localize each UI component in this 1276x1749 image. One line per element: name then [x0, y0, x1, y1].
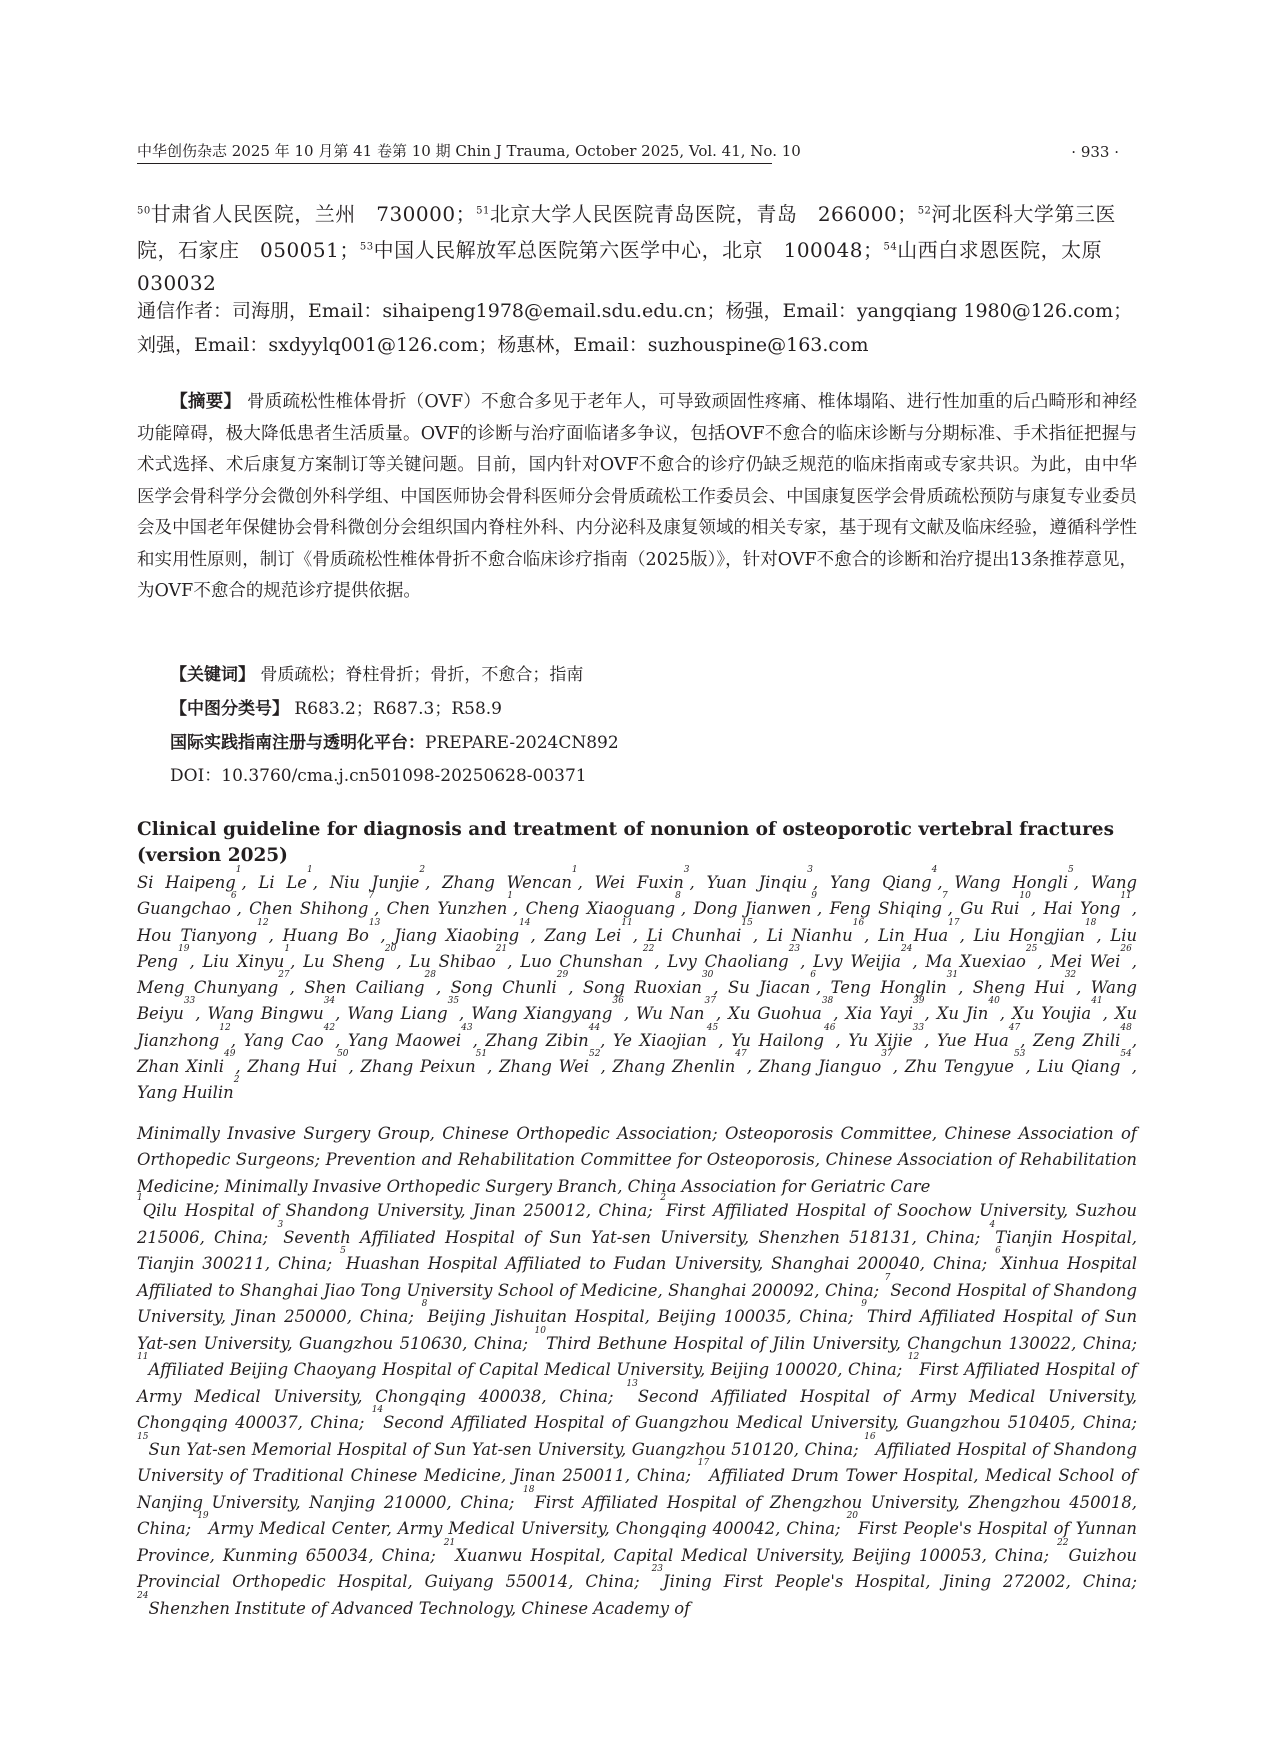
author-affiliation-number: 11 [621, 917, 633, 928]
author-affiliation-number: 23 [788, 943, 801, 954]
author-affiliation-number: 47 [1008, 1022, 1021, 1033]
author-affiliation-number: 45 [706, 1022, 719, 1033]
author-affiliation-number: 46 [823, 1022, 836, 1033]
author-affiliation-number: 29 [556, 970, 569, 981]
author-name: Meng Chunyang$^{27}$ [137, 970, 290, 998]
affiliation-text: Sun Yat-sen Memorial Hospital of Sun Yat-sen University, Guangzhou 510120, China; [148, 1439, 865, 1459]
author-name: Li Chunhai$^{15}$ [646, 917, 753, 945]
author-name: Zhang Hui$^{50}$ [247, 1049, 349, 1077]
author-name: Wang Hongli$^5$ [954, 865, 1074, 892]
author-name: Gu Rui$^{10}$ [960, 891, 1031, 919]
affiliation-number: 12 [907, 1352, 920, 1362]
author-name: Jiang Xiaobing$^{14}$ [394, 917, 531, 945]
affiliation-text: Xuanwu Hospital, Capital Medical University, Beijing 100053, China; [455, 1545, 1058, 1565]
clc-text: R683.2；R687.3；R58.9 [294, 699, 502, 719]
affiliation-text: Affiliated Hospital of Shandong University of Traditional Chinese Medicine, Jinan 250011, China; [137, 1439, 1137, 1485]
author-name: Lvy Chaoliang$^{23}$ [667, 943, 801, 971]
author-name: Si Haipeng$^1$ [137, 865, 242, 892]
author-name: Chen Yunzhen$^1$ [386, 891, 514, 919]
keywords-label: 【关键词】 [170, 665, 255, 685]
author-name: Zhan Xinli$^{49}$ [137, 1049, 236, 1077]
author-name: Liu Peng$^{19}$ [137, 925, 1138, 971]
doi: DOI：10.3760/cma.j.cn501098-20250628-00371 [170, 766, 587, 786]
affiliation-text: Affiliated Drum Tower Hospital, Medical School of Nanjing University, Nanjing 210000, China; [137, 1466, 1137, 1512]
author-name: Luo Chunshan$^{22}$ [520, 943, 655, 971]
author-name: Zhang Zibin$^{44}$ [485, 1022, 601, 1050]
affiliation-text: Huashan Hospital Affiliated to Fudan University, Shanghai 200040, China; [345, 1254, 996, 1273]
author-name: Ma Xuexiao$^{25}$ [925, 943, 1038, 971]
keywords-text: 骨质疏松；脊柱骨折；骨折，不愈合；指南 [260, 665, 584, 685]
author-affiliation-number: 50 [337, 1049, 349, 1060]
cn-affiliation-item [476, 202, 918, 226]
en-affiliation-item [443, 1537, 1058, 1565]
affiliation-text: Shenzhen Institute of Advanced Technology, Chinese Academy of [148, 1598, 691, 1618]
author-name: Yang Huilin$^2$ [137, 1075, 240, 1103]
author-name: Song Chunli$^{29}$ [450, 970, 569, 998]
author-affiliation-number: 8 [675, 891, 681, 902]
en-affiliation-item [421, 1299, 862, 1326]
affiliation-text: 河北医科大学第三医院，石家庄 050051； [137, 201, 1116, 263]
author-affiliation-number: 54 [1120, 1049, 1132, 1060]
en-affiliation-item [340, 1246, 996, 1273]
affiliation-text: Seventh Affiliated Hospital of Sun Yat-sen University, Shenzhen 518131, China; [283, 1227, 990, 1247]
author-affiliation-number: 42 [323, 1022, 336, 1033]
author-name: Zang Lei$^{11}$ [544, 917, 633, 945]
author-affiliation-number: 12 [219, 1022, 231, 1033]
author-affiliation-number: 1 [307, 865, 313, 875]
en-affiliation-item [534, 1325, 1137, 1353]
author-affiliation-number: 25 [1025, 943, 1038, 954]
affiliation-number: 11 [137, 1352, 149, 1362]
author-name: Zhang Jianguo$^{37}$ [758, 1049, 893, 1077]
author-name: Liu Xinyu$^1$ [202, 943, 291, 971]
author-affiliation-number: 24 [900, 943, 913, 954]
author-name: Hou Tianyong$^{12}$ [137, 917, 269, 945]
author-name: Feng Shiqing$^7$ [829, 891, 948, 919]
author-name: Huang Bo$^{13}$ [282, 917, 381, 945]
author-name: Xu Guohua$^{38}$ [728, 996, 834, 1024]
author-affiliation-number: 14 [519, 917, 531, 928]
clc-label: 【中图分类号】 [170, 699, 289, 719]
author-name: Liu Qiang$^{54}$ [1037, 1049, 1132, 1077]
affiliation-text: Jining First People's Hospital, Jining 272002, China; [663, 1572, 1137, 1591]
affiliation-text: First Affiliated Hospital of Army Medical University, Chongqing 400038, China; [137, 1360, 1137, 1406]
affiliation-number: 2 [660, 1193, 666, 1203]
affiliation-text: Second Hospital of Shandong University, Jinan 250000, China; [137, 1280, 1137, 1326]
author-affiliation-number: 37 [881, 1049, 893, 1060]
en-affiliation-item [137, 1352, 908, 1379]
author-affiliation-number: 16 [852, 917, 865, 928]
registry [137, 730, 619, 756]
author-affiliation-number: 48 [1120, 1022, 1132, 1033]
author-name: Yu Hailong$^{46}$ [731, 1022, 836, 1050]
affiliation-text: 山西白求恩医院，太原 030032 [137, 238, 1123, 296]
en-affiliation-item [277, 1219, 990, 1247]
author-affiliation-number: 53 [1013, 1049, 1026, 1060]
author-name: Su Jiacan$^6$ [728, 970, 816, 998]
author-name: Xia Yayi$^{39}$ [845, 996, 925, 1024]
author-name: Song Ruoxian$^{30}$ [582, 970, 714, 998]
affiliation-number: 15 [137, 1431, 149, 1442]
affiliation-number: 10 [534, 1325, 546, 1336]
author-name: Zhang Zhenlin$^{47}$ [612, 1049, 747, 1077]
author-name: Lvy Weijia$^{24}$ [813, 943, 913, 971]
author-affiliation-number: 7 [368, 891, 375, 902]
affiliation-number: 7 [884, 1272, 891, 1283]
header-rule [137, 163, 772, 164]
en-affiliation-item [137, 1590, 691, 1618]
author-name: Dong Jianwen$^9$ [693, 891, 818, 919]
running-head [137, 140, 1139, 161]
author-name: Wang Bingwu$^{34}$ [207, 996, 336, 1024]
author-affiliation-number: 4 [931, 865, 938, 875]
journal-info: 中华创伤杂志 2025 年 10 月第 41 卷第 10 期 Chin J Trauma, October 2025, Vol. 41, No. 10 [137, 142, 801, 160]
affiliation-text: First Affiliated Hospital of Soochow University, Suzhou 215006, China; [137, 1201, 1137, 1247]
affiliation-text: 中国人民解放军总医院第六医学中心，北京 100048； [373, 238, 884, 263]
author-affiliation-number: 18 [1084, 917, 1097, 928]
author-affiliation-number: 31 [946, 970, 959, 981]
author-name: Wang Xiangyang$^{36}$ [471, 996, 624, 1024]
author-name: Wang Beiyu$^{33}$ [137, 978, 1137, 1024]
author-affiliation-number: 3 [683, 865, 690, 875]
author-name: Mei Wei$^{26}$ [1050, 943, 1132, 971]
author-name: Cheng Xiaoguang$^8$ [525, 891, 681, 919]
affiliation-number: 14 [371, 1405, 384, 1415]
author-name: Xu Jin$^{40}$ [936, 996, 1000, 1024]
affiliation-text: First People's Hospital of Yunnan Province, Kunming 650034, China; [137, 1519, 1137, 1565]
affiliation-number: 6 [995, 1246, 1001, 1256]
author-affiliation-number: 3 [807, 865, 813, 875]
affiliation-text: Army Medical Center, Army Medical University, Chongqing 400042, China; [208, 1519, 847, 1538]
author-name: Yang Cao$^{42}$ [243, 1022, 336, 1050]
author-affiliation-number: 10 [1019, 891, 1031, 902]
author-affiliation-number: 40 [988, 996, 1000, 1007]
en-affiliation-item [137, 1193, 661, 1220]
author-name: Li Nianhu$^{16}$ [766, 917, 865, 945]
affiliation-number: 51 [476, 205, 490, 216]
chinese-affiliations [137, 194, 1137, 300]
author-name: Niu Junjie$^2$ [329, 865, 426, 892]
affiliation-number: 50 [137, 205, 151, 216]
author-affiliation-number: 37 [704, 996, 716, 1007]
author-name: Zhang Peixun$^{51}$ [360, 1049, 488, 1077]
author-affiliation-number: 39 [913, 996, 925, 1007]
author-affiliation-number: 6 [230, 891, 237, 902]
author-affiliation-number: 21 [495, 943, 508, 954]
affiliation-text: 北京大学人民医院青岛医院，青岛 266000； [489, 201, 918, 226]
cn-affiliation-item [360, 238, 884, 262]
author-affiliation-number: 1 [284, 943, 291, 954]
author-name: Zhu Tengyue$^{53}$ [904, 1049, 1026, 1077]
affiliation-number: 16 [864, 1431, 876, 1442]
affiliation-text: 甘肃省人民医院，兰州 730000； [150, 201, 477, 226]
en-affiliation-item [197, 1511, 847, 1538]
keywords [137, 662, 583, 688]
affiliation-number: 8 [421, 1299, 428, 1309]
author-name: Ye Xiaojian$^{45}$ [612, 1022, 719, 1050]
clc-number [137, 696, 502, 722]
affiliation-number: 3 [277, 1219, 284, 1230]
affiliation-number: 5 [340, 1246, 346, 1256]
author-affiliation-number: 13 [368, 917, 381, 928]
author-name: Shen Cailiang$^{28}$ [304, 970, 436, 998]
author-name: Wang Liang$^{35}$ [347, 996, 460, 1024]
journal-page [137, 0, 1139, 1749]
author-name: Teng Honglin$^{31}$ [830, 970, 959, 998]
author-affiliation-number: 28 [424, 970, 436, 981]
author-name: Hai Yong$^{11}$ [1043, 891, 1132, 919]
en-affiliation-item [137, 1431, 865, 1459]
registry-label: 国际实践指南注册与透明化平台： [170, 733, 425, 753]
author-affiliation-number: 1 [507, 891, 514, 902]
english-title: Clinical guideline for diagnosis and treatment of nonunion of osteoporotic vertebral fractures (version 2025) [137, 819, 1114, 866]
author-affiliation-number: 52 [589, 1049, 601, 1060]
en-affiliation-item [371, 1405, 1137, 1432]
author-affiliation-number: 17 [948, 917, 960, 928]
author-affiliation-number: 5 [1068, 865, 1074, 875]
author-affiliation-number: 41 [1091, 996, 1103, 1007]
affiliation-text: Beijing Jishuitan Hospital, Beijing 100035, China; [427, 1307, 862, 1326]
author-name: Zhang Wencan$^1$ [442, 865, 578, 892]
english-authors: Si Haipeng$^1$, Li Le$^1$, Niu Junjie$^2$, Zhang Wencan$^1$, Wei Fuxin$^3$, Yuan Jinqiu$^3$, Yang Qiang$^4$, Wang Hongli$^5$, Wang Guangchao$^6$, Chen Shihong$^7$, Chen Yunzhen$^1$, Cheng Xiaoguang$^8$, Dong Jianwen$^9$, Feng Shiqing$^7$, Gu Rui$^{10}$, Hai Yong$^{11}$, Hou Tianyong$^{12}$, Huang Bo$^{13}$, Jiang Xiaobing$^{14}$, Zang Lei$^{11}$, Li Chunhai$^{15}$, Li Nianhu$^{16}$, Lin Hua$^{17}$, Liu Hongjian$^{18}$, Liu Peng$^{19}$, Liu Xinyu$^1$, Lu Sheng$^{20}$, Lu Shibao$^{21}$, Luo Chunshan$^{22}$, Lvy Chaoliang$^{23}$, Lvy Weijia$^{24}$, Ma Xuexiao$^{25}$, Mei Wei$^{26}$, Meng Chunyang$^{27}$, Shen Cailiang$^{28}$, Song Chunli$^{29}$, Song Ruoxian$^{30}$, Su Jiacan$^6$, Teng Honglin$^{31}$, Sheng Hui$^{32}$, Wang Beiyu$^{33}$, Wang Bingwu$^{34}$, Wang Liang$^{35}$, Wang Xiangyang$^{36}$, Wu Nan$^{37}$, Xu Guohua$^{38}$, Xia Yayi$^{39}$, Xu Jin$^{40}$, Xu Youjia$^{41}$, Xu Jianzhong$^{12}$, Yang Cao$^{42}$, Yang Maowei$^{43}$, Zhang Zibin$^{44}$, Ye Xiaojian$^{45}$, Yu Hailong$^{46}$, Yu Xijie$^{33}$, Yue Hua$^{47}$, Zeng Zhili$^{48}$, Zhan Xinli$^{49}$, Zhang Hui$^{50}$, Zhang Peixun$^{51}$, Zhang Wei$^{52}$, Zhang Zhenlin$^{47}$, Zhang Jianguo$^{37}$, Zhu Tengyue$^{53}$, Liu Qiang$^{54}$, Yang Huilin$^2$ [137, 865, 1138, 1103]
author-name: Yue Hua$^{47}$ [936, 1022, 1021, 1050]
affiliation-text: Tianjin Hospital, Tianjin 300211, China; [137, 1227, 1138, 1273]
author-affiliation-number: 49 [224, 1049, 236, 1060]
author-affiliation-number: 44 [588, 1022, 601, 1033]
author-name: Yang Maowei$^{43}$ [347, 1022, 473, 1050]
affiliation-text: Qilu Hospital of Shandong University, Jinan 250012, China; [142, 1201, 661, 1220]
affiliation-text: Third Affiliated Hospital of Sun Yat-sen University, Guangzhou 510630, China; [137, 1307, 1138, 1353]
cn-affiliation-item [137, 202, 476, 226]
author-name: Chen Shihong$^7$ [249, 891, 375, 919]
author-affiliation-number: 9 [811, 891, 818, 902]
affiliation-number: 20 [846, 1511, 859, 1521]
affiliation-number: 52 [917, 205, 932, 216]
author-affiliation-number: 47 [735, 1049, 747, 1060]
author-affiliation-number: 38 [821, 996, 834, 1007]
affiliation-number: 21 [443, 1537, 456, 1548]
affiliation-number: 13 [626, 1378, 638, 1389]
author-affiliation-number: 27 [278, 970, 290, 981]
affiliation-number: 1 [137, 1193, 143, 1203]
affiliation-number: 18 [523, 1484, 535, 1495]
author-affiliation-number: 19 [178, 943, 190, 954]
affiliation-number: 9 [861, 1299, 867, 1309]
author-affiliation-number: 2 [233, 1075, 240, 1086]
author-affiliation-number: 20 [384, 943, 397, 954]
author-affiliation-number: 35 [447, 996, 460, 1007]
author-affiliation-number: 33 [183, 996, 196, 1007]
author-name: Lu Shibao$^{21}$ [409, 943, 508, 971]
abstract-label: 【摘要】 [170, 392, 242, 412]
english-group: Minimally Invasive Surgery Group, Chinese Orthopedic Association; Osteoporosis Committee, Chinese Association of Orthopedic Surgeons; Prevention and Rehabilitation Committee for Osteoporosis, Chinese Association of Rehabilitation Medicine; Minimally Invasive Orthopedic Surgery Branch, China Association for Geriatric Care [137, 1124, 1137, 1196]
affiliation-number: 19 [197, 1511, 209, 1521]
page-number: · 933 · [1071, 143, 1119, 161]
author-name: Yang Qiang$^4$ [829, 865, 938, 892]
author-affiliation-number: 30 [701, 970, 714, 981]
author-name: Wang Guangchao$^6$ [137, 873, 1137, 919]
registry-id: PREPARE-2024CN892 [425, 733, 619, 753]
author-affiliation-number: 12 [257, 917, 269, 928]
author-affiliation-number: 36 [612, 996, 624, 1007]
english-affiliations [137, 1193, 1138, 1622]
en-affiliation-item [651, 1564, 1137, 1591]
affiliation-text: Xinhua Hospital Affiliated to Shanghai Jiao Tong University School of Medicine, Shanghai 200092, China; [137, 1254, 1138, 1300]
author-name: Wu Nan$^{37}$ [636, 996, 716, 1024]
affiliation-text: Second Affiliated Hospital of Guangzhou Medical University, Guangzhou 510405, China; [383, 1413, 1137, 1432]
corresponding-authors: 通信作者：司海朋，Email：sihaipeng1978@email.sdu.edu.cn；杨强，Email：yangqiang 1980@126.com；刘强，Email：sxdyylq001@126.com；杨惠林，Email：suzhouspine@163.com [137, 300, 1133, 356]
author-affiliation-number: 43 [461, 1022, 473, 1033]
author-name: Zeng Zhili$^{48}$ [1032, 1022, 1132, 1050]
author-affiliation-number: 1 [571, 865, 578, 875]
author-name: Xu Jianzhong$^{12}$ [137, 1004, 1138, 1050]
affiliation-text: Affiliated Beijing Chaoyang Hospital of Capital Medical University, Beijing 100020, China; [148, 1360, 908, 1379]
affiliation-number: 23 [651, 1564, 664, 1574]
author-name: Sheng Hui$^{32}$ [972, 970, 1077, 998]
author-name: Yuan Jinqiu$^3$ [706, 865, 813, 892]
affiliation-text: Guizhou Provincial Orthopedic Hospital, Guiyang 550014, China; [137, 1545, 1137, 1591]
abstract [137, 387, 1137, 608]
author-name: Yu Xijie$^{33}$ [848, 1022, 925, 1050]
author-affiliation-number: 22 [642, 943, 655, 954]
author-name: Lin Hua$^{17}$ [878, 917, 960, 945]
author-affiliation-number: 51 [475, 1049, 488, 1060]
affiliation-number: 54 [883, 241, 898, 253]
affiliation-number: 24 [137, 1590, 149, 1601]
author-affiliation-number: 11 [1120, 891, 1132, 902]
author-name: Li Le$^1$ [258, 865, 313, 892]
affiliation-text: First Affiliated Hospital of Zhengzhou University, Zhengzhou 450018, China; [137, 1492, 1138, 1538]
author-affiliation-number: 6 [810, 970, 816, 981]
author-affiliation-number: 15 [741, 917, 753, 928]
author-affiliation-number: 33 [912, 1022, 925, 1033]
affiliation-number: 22 [1057, 1537, 1069, 1548]
author-affiliation-number: 7 [941, 891, 948, 902]
author-affiliation-number: 1 [235, 865, 242, 875]
affiliation-number: 17 [697, 1458, 710, 1468]
author-name: Xu Youjia$^{41}$ [1012, 996, 1103, 1024]
author-affiliation-number: 34 [323, 996, 336, 1007]
affiliation-number: 53 [359, 241, 374, 253]
author-name: Wei Fuxin$^3$ [594, 865, 690, 892]
affiliation-text: Second Affiliated Hospital of Army Medical University, Chongqing 400037, China; [137, 1386, 1137, 1432]
author-affiliation-number: 26 [1120, 943, 1132, 954]
affiliation-text: Third Bethune Hospital of Jilin University, Changchun 130022, China; [545, 1333, 1137, 1353]
author-name: Liu Hongjian$^{18}$ [973, 917, 1097, 945]
abstract-text: 骨质疏松性椎体骨折（OVF）不愈合多见于老年人，可导致顽固性疼痛、椎体塌陷、进行性加重的后凸畸形和神经功能障碍，极大降低患者生活质量。OVF的诊断与治疗面临诸多争议，包括OVF不愈合的临床诊断与分期标准、手术指征把握与术式选择、术后康复方案制订等关键问题。目前，国内针对OVF不愈合的诊疗仍缺乏规范的临床指南或专家共识。为此，由中华医学会骨科学分会微创外科学组、中国医师协会骨科医师分会骨质疏松工作委员会、中国康复医学会骨质疏松预防与康复专业委员会及中国老年保健协会骨科微创分会组织国内脊柱外科、内分泌科及康复领域的相关专家，基于现有文献及临床经验，遵循科学性和实用性原则，制订《骨质疏松性椎体骨折不愈合临床诊疗指南（2025版）》，针对OVF不愈合的诊断和治疗提出13条推荐意见，为OVF不愈合的规范诊疗提供依据。 [137, 392, 1137, 601]
author-affiliation-number: 2 [419, 865, 426, 875]
author-name: Lu Sheng$^{20}$ [303, 943, 397, 971]
author-affiliation-number: 32 [1064, 970, 1077, 981]
affiliation-number: 4 [989, 1219, 996, 1230]
author-name: Zhang Wei$^{52}$ [499, 1049, 601, 1077]
